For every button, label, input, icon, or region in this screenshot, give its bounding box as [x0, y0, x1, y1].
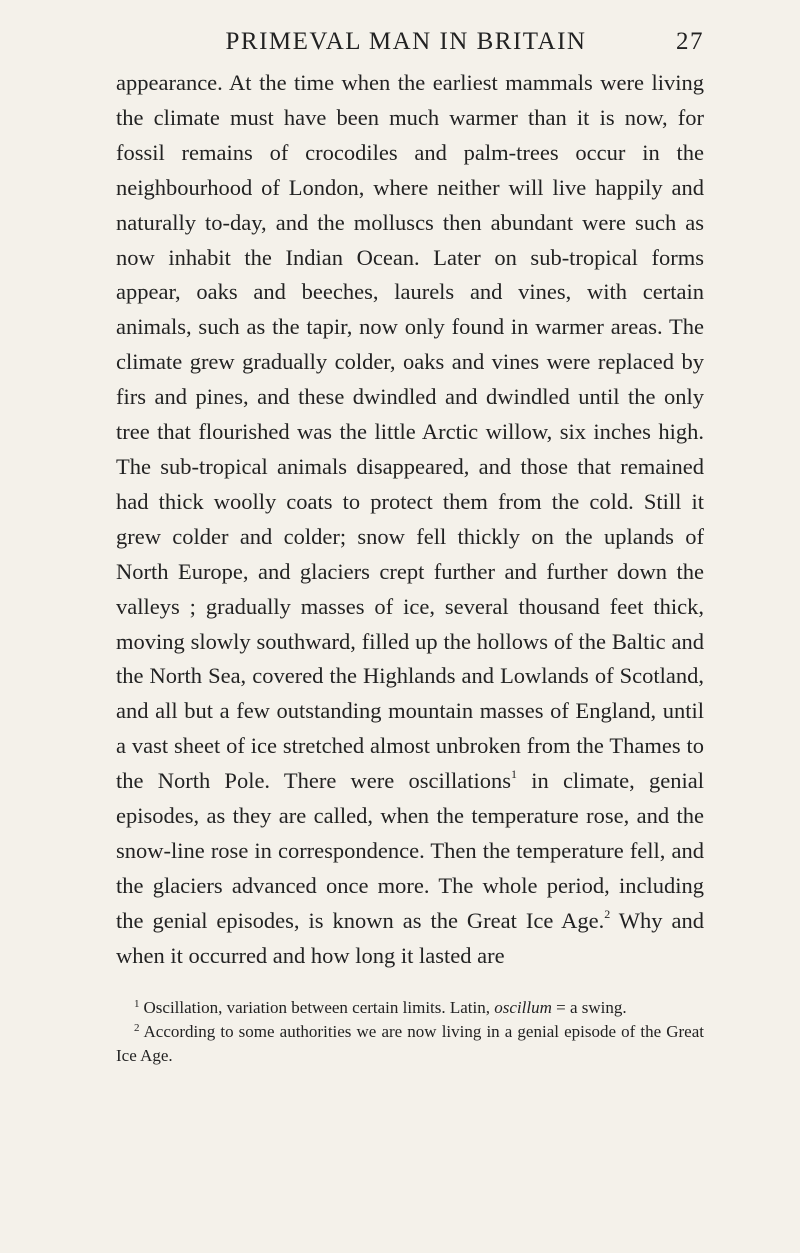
footnote-1-number: 1 [134, 997, 140, 1010]
body-text-part-2: in climate, genial episodes, as they are called, when the temperature rose, and the snow-line rose in correspondence. Then the temperature fell, and the glaciers advanced once more. The whole period, including the genial episodes, is known as the Great Ice Age. [116, 768, 704, 933]
running-head [116, 28, 704, 62]
footnote-1-text-after: = a swing. [551, 997, 627, 1017]
footnote-2-text: According to some authorities we are now living in a genial episode of the Great Ice Age. [116, 1021, 704, 1065]
body-text-part-3: Why and when it occurred and how long it lasted are [116, 907, 704, 968]
footnote-2-number: 2 [134, 1021, 140, 1034]
page-number: 27 [676, 28, 704, 55]
running-head-title: PRIMEVAL MAN IN BRITAIN [225, 28, 587, 55]
body-text-part-1: appearance. At the time when the earliest mammals were living the climate must have been much warmer than it is now, for fossil remains of crocodiles and palm-trees occur in the neighbourhood of London, where neither will live happily and naturally to-day, and the molluscs then abundant were such as now inhabit the Indian Ocean. Later on sub-tropical forms appear, oaks and beeches, laurels and vines, with certain animals, such as the tapir, now only found in warmer areas. The climate grew gradually colder, oaks and vines were replaced by firs and pines, and these dwindled and dwindled until the only tree that flourished was the little Arctic willow, six inches high. The sub-tropical animals disappeared, and those that remained had thick woolly coats to protect them from the cold. Still it grew colder and colder; snow fell thickly on the uplands of North Europe, and glaciers crept further and further down the valleys ; gradually masses of ice, several thousand feet thick, moving slowly southward, filled up the hollows of the Baltic and the North Sea, covered the Highlands and Lowlands of Scotland, and all but a few outstanding mountain masses of England, until a vast sheet of ice stretched almost unbroken from the Thames to the North Pole. There were oscillations [116, 70, 704, 794]
footnote-1-text: Oscillation, variation between certain limits. Latin, [143, 997, 491, 1017]
body-text [116, 66, 704, 974]
footnote-ref-2: 2 [604, 906, 611, 921]
footnotes [116, 996, 704, 1068]
footnote-ref-1: 1 [511, 767, 517, 782]
footnote-1 [116, 996, 704, 1020]
footnote-2 [116, 1020, 704, 1068]
footnote-1-italic: oscillum [494, 997, 552, 1017]
body-paragraph [116, 66, 704, 974]
